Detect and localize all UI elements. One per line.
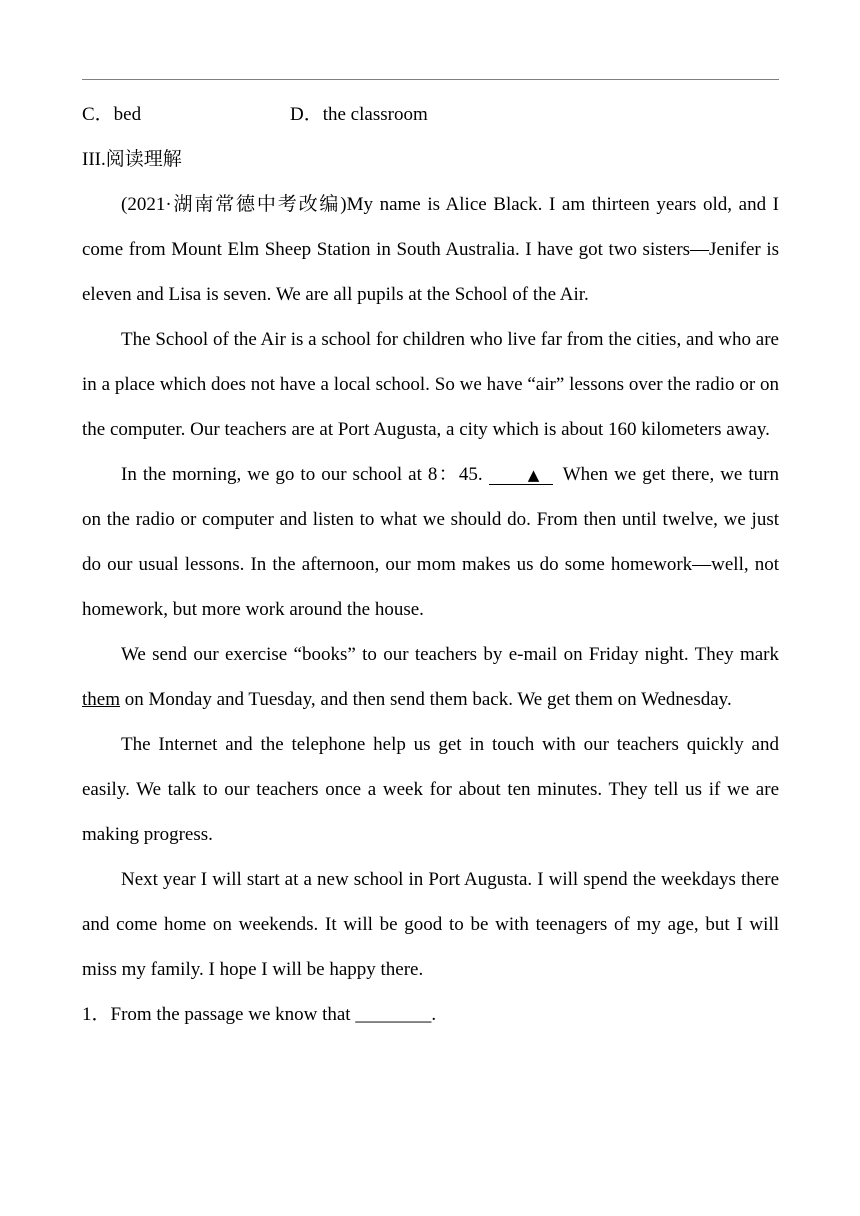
option-d: D．the classroom (290, 104, 428, 125)
header-divider (82, 79, 779, 80)
underlined-word: them (82, 689, 120, 710)
paragraph-4-after: on Monday and Tuesday, and then send them back. We get them on Wednesday. (120, 689, 732, 710)
section-title: III.阅读理解 (82, 149, 182, 170)
option-c: C．bed (82, 104, 142, 125)
question-1: 1．From the passage we know that ________. (82, 1004, 437, 1025)
paragraph-3-after: When we get there, we turn on the radio or computer and listen to what we should do. From then until twelve, we just do our usual lessons. In the afternoon, our mom makes us do some homework—well, not homework, but more work around the house. (82, 464, 779, 620)
document-page (82, 92, 779, 1037)
paragraph-3 (82, 452, 779, 632)
paragraph-2: The School of the Air is a school for children who live far from the cities, and who are in a place which does not have a local school. So we have “air” lessons over the radio or on the computer. Our teachers are at Port Augusta, a city which is about 160 kilometers away. (82, 329, 779, 440)
paragraph-5: The Internet and the telephone help us get in touch with our teachers quickly and easily. We talk to our teachers once a week for about ten minutes. They tell us if we are making progress. (82, 734, 779, 845)
paragraph-1: (2021·湖南常德中考改编)My name is Alice Black. I am thirteen years old, and I come from Mount Elm Sheep Station in South Australia. I have got two sisters—Jenifer is eleven and Lisa is seven. We are all pupils at the School of the Air. (82, 194, 779, 305)
paragraph-3-before: In the morning, we go to our school at 8：45. (121, 464, 483, 485)
blank-triangle: ▲ (489, 467, 553, 485)
paragraph-6: Next year I will start at a new school in Port Augusta. I will spend the weekdays there and come home on weekends. It will be good to be with teenagers of my age, but I will miss my family. I hope I will be happy there. (82, 869, 779, 980)
paragraph-4-before: We send our exercise “books” to our teachers by e-mail on Friday night. They mark (121, 644, 779, 665)
answer-options (82, 92, 779, 137)
paragraph-4 (82, 632, 779, 722)
